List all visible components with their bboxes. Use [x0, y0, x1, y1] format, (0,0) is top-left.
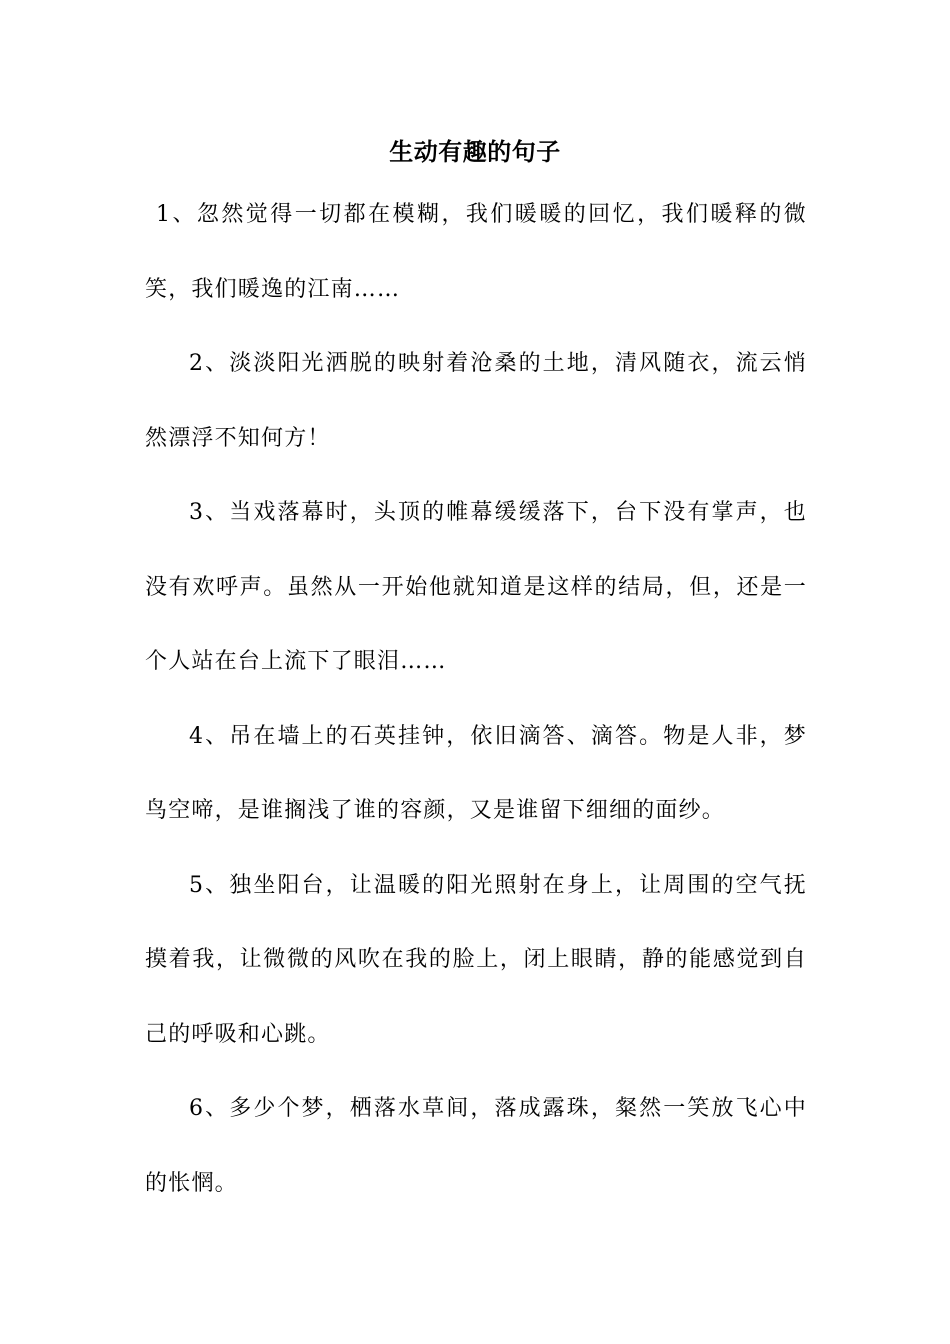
paragraph-1: 1、忽然觉得一切都在模糊，我们暖暖的回忆，我们暖释的微笑，我们暖逸的江南……: [145, 202, 807, 302]
paragraph-6: 6、多少个梦，栖落水草间，落成露珠，粲然一笑放飞心中的怅惘。: [145, 1096, 807, 1196]
paragraph-3: 3、当戏落幕时，头顶的帷幕缓缓落下，台下没有掌声，也没有欢呼声。虽然从一开始他就知道是这样的结局，但，还是一个人站在台上流下了眼泪……: [145, 500, 807, 674]
document-body: [145, 178, 807, 1221]
paragraph-2: 2、淡淡阳光洒脱的映射着沧桑的土地，清风随衣，流云悄然漂浮不知何方！: [145, 351, 807, 451]
document-title: 生动有趣的句子: [389, 137, 561, 166]
paragraph-5: 5、独坐阳台，让温暖的阳光照射在身上，让周围的空气抚摸着我，让微微的风吹在我的脸上，闭上眼睛，静的能感觉到自己的呼吸和心跳。: [145, 872, 807, 1047]
paragraph-4: 4、吊在墙上的石英挂钟，依旧滴答、滴答。物是人非，梦鸟空啼，是谁搁浅了谁的容颜，又是谁留下细细的面纱。: [145, 723, 807, 823]
